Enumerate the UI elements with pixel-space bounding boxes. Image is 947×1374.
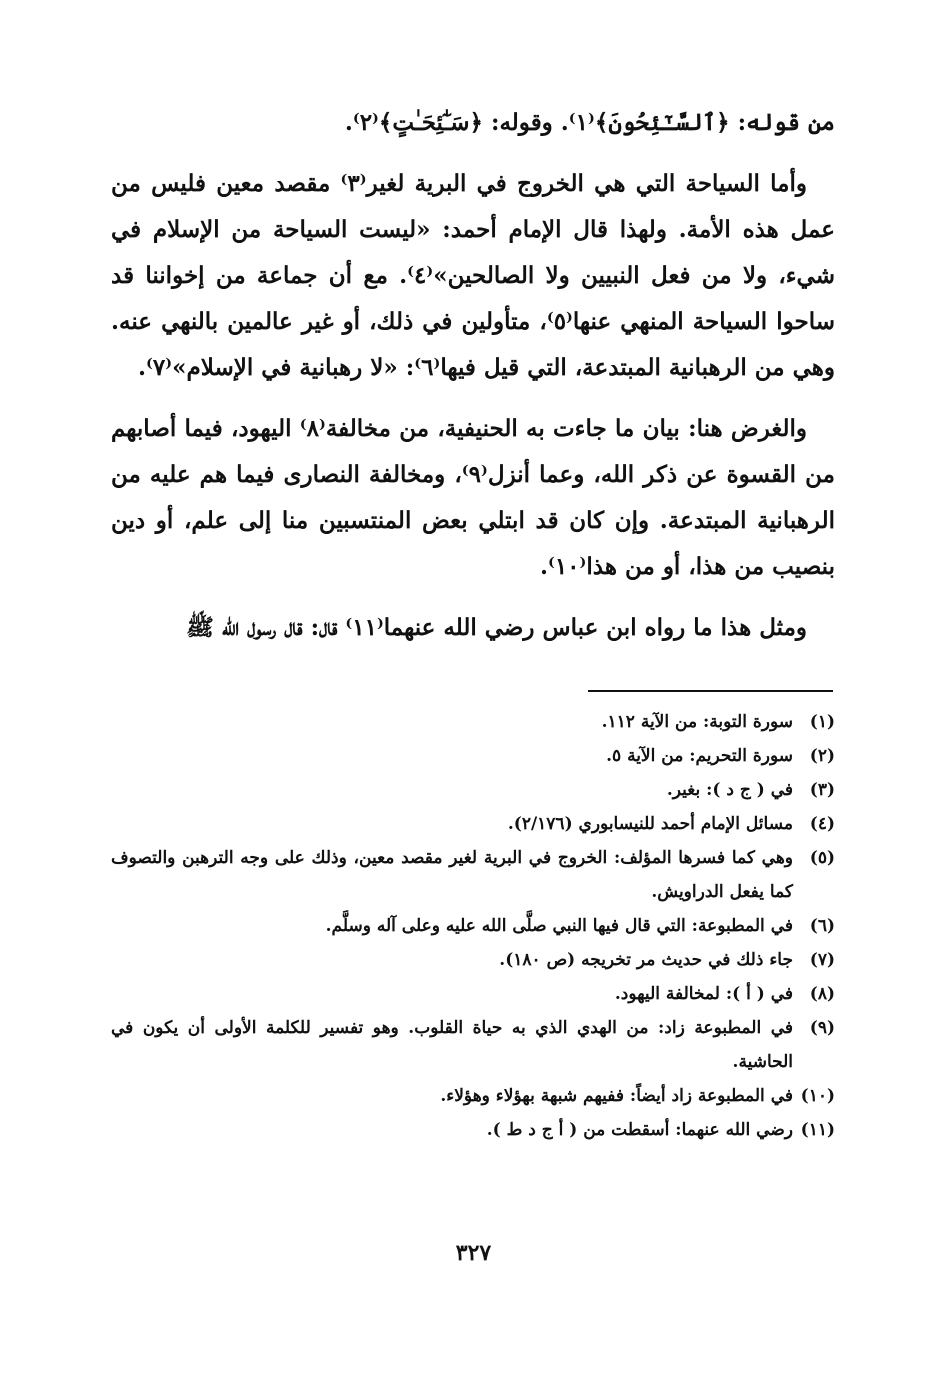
footnote-text: مسائل الإمام أحمد للنيسابوري (٢/١٧٦). (507, 814, 793, 834)
paragraph-gap (111, 391, 835, 406)
footnote-number: (٣) (809, 780, 835, 800)
footnote-text: في المطبوعة: التي قال فيها النبي صلَّى الله عليه وعلى آله وسلَّم. (325, 916, 793, 936)
footnote-number: (٤) (809, 814, 835, 834)
footnote-number: (١٠) (800, 1086, 835, 1106)
footnote-number: (٧) (809, 950, 835, 970)
page-number: ٣٢٧ (455, 1240, 492, 1266)
footnote-text: في المطبوعة زاد: من الهدي الذي به حياة القلوب. وهو تفسير للكلمة الأولى أن يكون في الحاشية. (111, 1018, 793, 1072)
footnote-text: في ( ج د ): بغير. (666, 780, 793, 800)
footnote-text: سورة التوبة: من الآية ١١٢. (601, 712, 793, 732)
footnote-number: (٢) (809, 746, 835, 766)
footnote-item (111, 909, 835, 943)
footnote-number: (١١) (800, 1120, 835, 1140)
footnote-text: جاء ذلك في حديث مر تخريجه (ص ١٨٠). (499, 950, 793, 970)
footnote-number: (٩) (809, 1018, 835, 1038)
footnote-item (111, 807, 835, 841)
paragraph-purpose: والغرض هنا: بيان ما جاءت به الحنيفية، من مخالفة⁽٨⁾ اليهود، فيما أصابهم من القسوة عن ذكر الله، وعما أنزل⁽٩⁾، ومخالفة النصارى فيما هم عليه من الرهبانية المبتدعة. وإن كان قد ابتلي بعض المنتسبين منا إلى علم، أو دين بنصيب من هذا، أو من هذا⁽١٠⁾. (111, 415, 835, 580)
footnote-item (111, 943, 835, 977)
footnotes (111, 705, 835, 1147)
footnote-text: في ( أ ): لمخالفة اليهود. (614, 984, 793, 1004)
paragraph-ibn-abbas: ومثل هذا ما رواه ابن عباس رضي الله عنهما⁽١١⁾ قال: قال رسول الله ﷺ (186, 614, 807, 641)
footnote-number: (٦) (809, 916, 835, 936)
paragraph-gap (111, 146, 835, 161)
footnote-item (111, 1079, 835, 1113)
footnote-text: رضي الله عنهما: أسقطت من ( أ ج د ط ). (486, 1120, 793, 1140)
footnote-number: (١) (809, 712, 835, 732)
main-text (111, 100, 835, 651)
paragraph-siyaha: وأما السياحة التي هي الخروج في البرية لغير⁽٣⁾ مقصد معين فليس من عمل هذه الأمة. ولهذا قال الإمام أحمد: «ليست السياحة من الإسلام في شيء، ولا من فعل النبيين ولا الصالحين»⁽٤⁾. مع أن جماعة من إخواننا قد ساحوا السياحة المنهي عنها⁽٥⁾، متأولين في ذلك، أو غير عالمين بالنهي عنه. وهي من الرهبانية المبتدعة، التي قيل فيها⁽٦⁾: «لا رهبانية في الإسلام»⁽٧⁾. (111, 170, 835, 381)
footnote-number: (٨) (809, 984, 835, 1004)
footnote-text: وهي كما فسرها المؤلف: الخروج في البرية لغير مقصد معين، وذلك على وجه الترهبن والتصوف كما يفعل الدراويش. (111, 848, 793, 902)
footnote-item (111, 841, 835, 909)
footnote-item (111, 1113, 835, 1147)
footnote-number: (٥) (809, 848, 835, 868)
paragraph-quran-citation: من قوله: ﴿ٱلسَّـٰٓئِحُونَ﴾⁽١⁾. وقوله: ﴿سَـٰٓئِحَـٰتٍ﴾⁽٢⁾. (344, 109, 835, 136)
footnote-item (111, 977, 835, 1011)
footnote-item (111, 705, 835, 739)
paragraph-gap (111, 590, 835, 605)
footnote-item (111, 739, 835, 773)
footnote-text: في المطبوعة زاد أيضاً: ففيهم شبهة بهؤلاء وهؤلاء. (440, 1086, 793, 1106)
footnote-item (111, 773, 835, 807)
footnote-text: سورة التحريم: من الآية ٥. (606, 746, 793, 766)
footnote-item (111, 1011, 835, 1079)
footnote-divider (588, 690, 833, 692)
